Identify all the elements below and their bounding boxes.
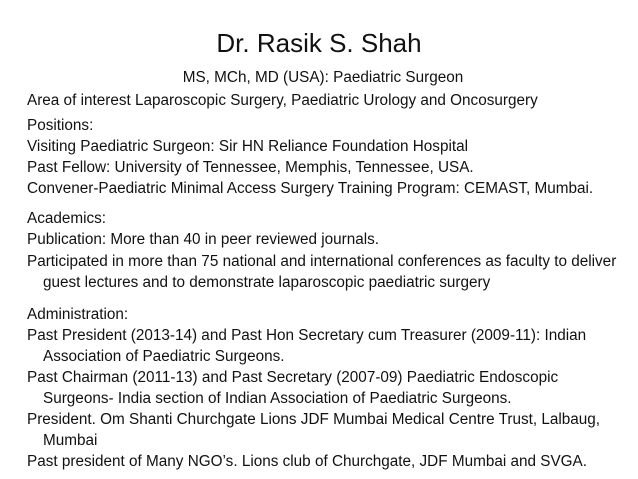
position-item: Past Fellow: University of Tennessee, Memphis, Tennessee, USA. <box>27 159 474 176</box>
position-item: Visiting Paediatric Surgeon: Sir HN Reliance Foundation Hospital <box>27 138 469 155</box>
positions-heading: Positions: <box>27 117 94 134</box>
academics-item: Participated in more than 75 national and international conferences as faculty to deliver <box>27 253 617 270</box>
administration-item: President. Om Shanti Churchgate Lions JDF Mumbai Medical Centre Trust, Lalbaug, <box>27 411 601 428</box>
administration-heading: Administration: <box>27 306 129 323</box>
administration-item: Past President (2013-14) and Past Hon Secretary cum Treasurer (2009-11): Indian <box>27 327 587 344</box>
academics-item: Publication: More than 40 in peer reviewed journals. <box>27 231 380 248</box>
administration-item-continued: Surgeons- India section of Indian Association of Paediatric Surgeons. <box>43 390 512 407</box>
qualifications-subtitle: MS, MCh, MD (USA): Paediatric Surgeon <box>182 69 464 86</box>
page-title: Dr. Rasik S. Shah <box>216 28 422 58</box>
administration-item: Past president of Many NGO’s. Lions club of Churchgate, JDF Mumbai and SVGA. <box>27 453 588 470</box>
administration-item-continued: Association of Paediatric Surgeons. <box>43 348 285 365</box>
administration-item-continued: Mumbai <box>43 432 98 449</box>
area-of-interest: Area of interest Laparoscopic Surgery, Paediatric Urology and Oncosurgery <box>27 92 538 109</box>
academics-heading: Academics: <box>27 210 107 227</box>
academics-item-continued: guest lectures and to demonstrate laparoscopic paediatric surgery <box>43 274 491 291</box>
position-item: Convener-Paediatric Minimal Access Surgery Training Program: CEMAST, Mumbai. <box>27 180 594 197</box>
administration-item: Past Chairman (2011-13) and Past Secretary (2007-09) Paediatric Endoscopic <box>27 369 559 386</box>
